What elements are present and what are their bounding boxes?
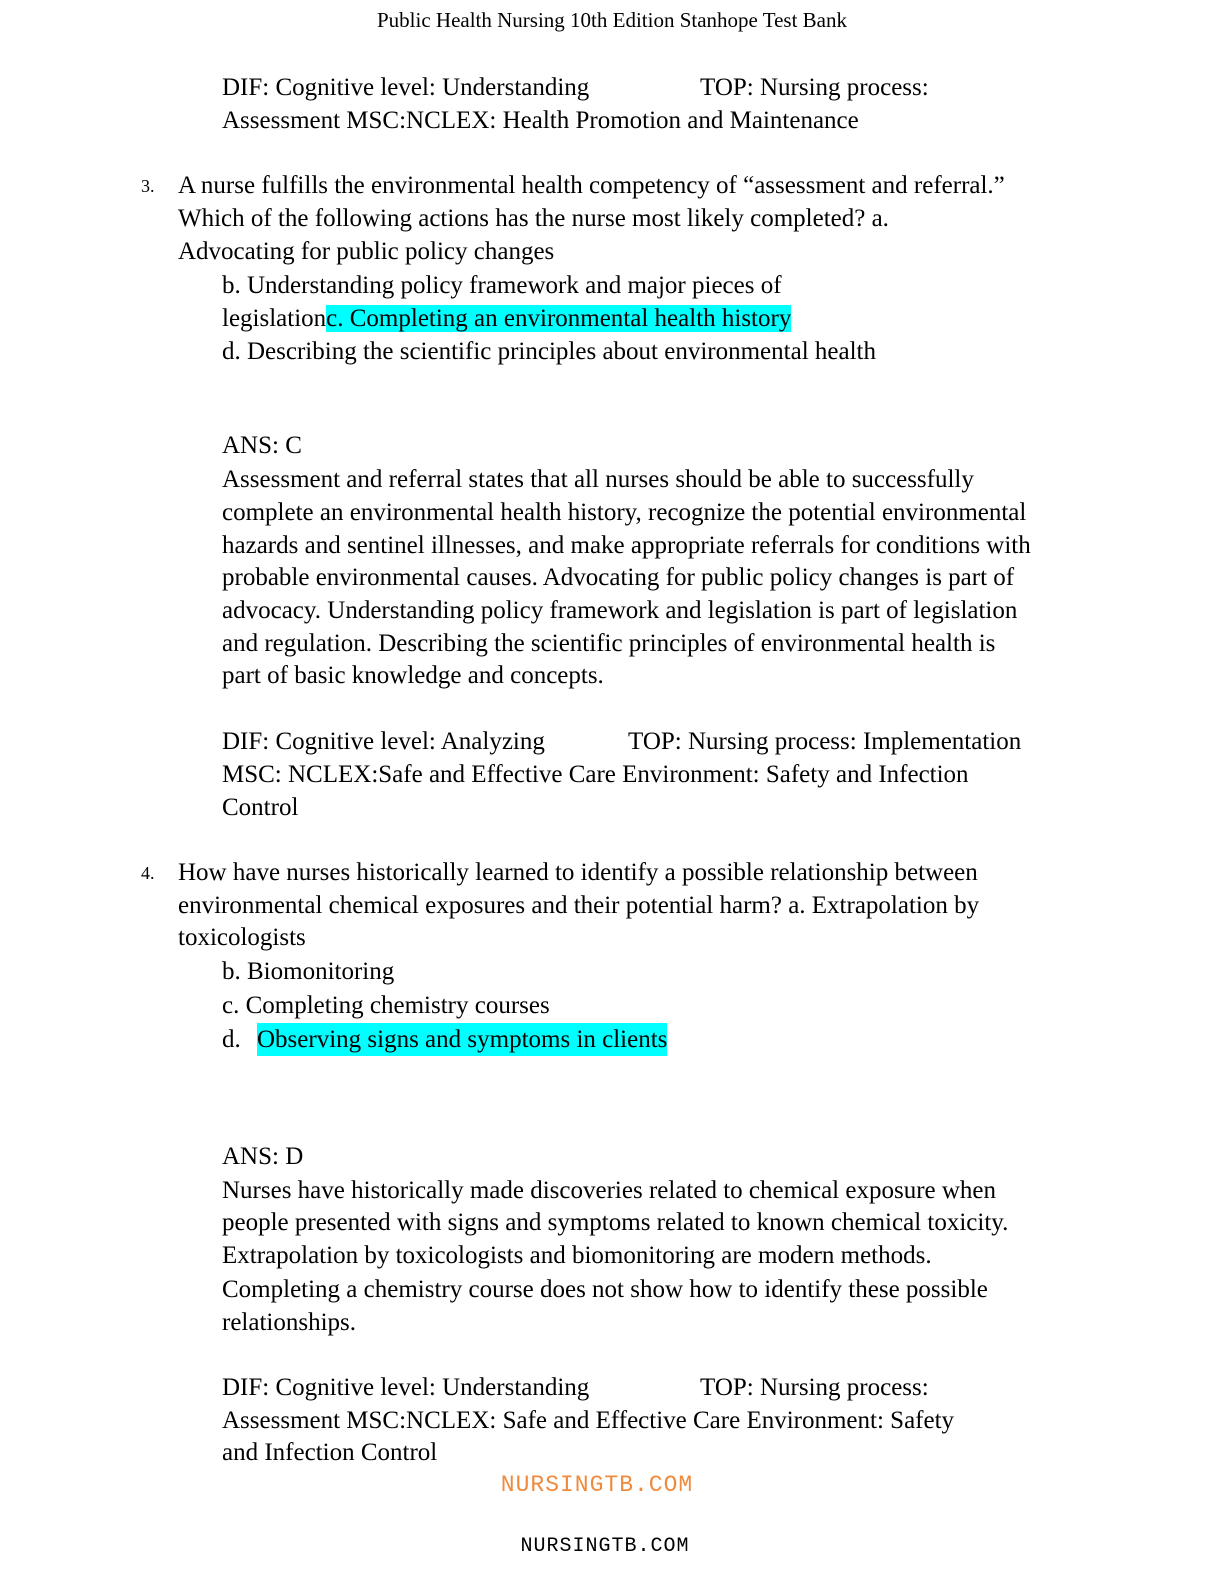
prev-dif: DIF: Cognitive level: Understanding (222, 74, 590, 101)
q3-rationale-line: part of basic knowledge and concepts. (222, 662, 604, 689)
q3-msc: Control (222, 794, 299, 821)
q3-rationale-line: hazards and sentinel illnesses, and make appropriate referrals for conditions with (222, 532, 1031, 559)
q3-rationale-line: probable environmental causes. Advocating for public policy changes is part of (222, 564, 1015, 591)
q3-option-b-cont (222, 302, 791, 335)
q4-stem-line: How have nurses historically learned to identify a possible relationship between (178, 859, 978, 886)
q3-option-d: d. Describing the scientific principles about environmental health (222, 338, 876, 365)
q4-rationale-line: Completing a chemistry course does not show how to identify these possible (222, 1276, 988, 1303)
q3-option-b: b. Understanding policy framework and major pieces of (222, 272, 782, 299)
q4-option-b: b. Biomonitoring (222, 958, 395, 985)
q4-option-d-letter: d. (222, 1026, 241, 1053)
q3-rationale-line: Assessment and referral states that all nurses should be able to successfully (222, 466, 974, 493)
footer-watermark: NURSINGTB.COM (520, 1535, 690, 1558)
q3-number: 3. (141, 176, 155, 196)
q4-rationale-line: Extrapolation by toxicologists and biomonitoring are modern methods. (222, 1242, 932, 1269)
q3-option-b-word: legislation (222, 305, 327, 332)
q3-msc: MSC: NCLEX:Safe and Effective Care Environment: Safety and Infection (222, 761, 969, 788)
q3-top: TOP: Nursing process: Implementation (628, 728, 1022, 755)
q4-stem-line: toxicologists (178, 924, 306, 951)
q4-rationale-line: people presented with signs and symptoms related to known chemical toxicity. (222, 1209, 1009, 1236)
q4-msc: and Infection Control (222, 1439, 438, 1466)
q3-answer: ANS: C (222, 432, 302, 459)
q3-rationale-line: advocacy. Understanding policy framework and legislation is part of legislation (222, 597, 1018, 624)
q4-stem-line: environmental chemical exposures and their potential harm? a. Extrapolation by (178, 892, 980, 919)
q4-dif: DIF: Cognitive level: Understanding (222, 1374, 590, 1401)
q4-top: TOP: Nursing process: (700, 1374, 929, 1401)
q4-number: 4. (141, 863, 155, 883)
q3-stem-line: A nurse fulfills the environmental health competency of “assessment and referral.” (178, 172, 1005, 199)
q4-msc: Assessment MSC:NCLEX: Safe and Effective Care Environment: Safety (222, 1407, 955, 1434)
q4-option-c: c. Completing chemistry courses (222, 992, 550, 1019)
q3-dif: DIF: Cognitive level: Analyzing (222, 728, 545, 755)
q4-rationale-line: relationships. (222, 1309, 357, 1336)
q4-option-d-highlighted: Observing signs and symptoms in clients (257, 1023, 667, 1056)
q3-stem-line: Which of the following actions has the nurse most likely completed? a. (178, 205, 889, 232)
q3-stem-line: Advocating for public policy changes (178, 238, 555, 265)
q3-rationale-line: and regulation. Describing the scientific principles of environmental health is (222, 630, 996, 657)
q3-option-c-highlighted: c. Completing an environmental health history (326, 305, 792, 332)
prev-msc: Assessment MSC:NCLEX: Health Promotion and Maintenance (222, 107, 859, 134)
prev-top: TOP: Nursing process: (700, 74, 929, 101)
q4-rationale-line: Nurses have historically made discoveries related to chemical exposure when (222, 1177, 997, 1204)
q4-answer: ANS: D (222, 1143, 304, 1170)
page-header: Public Health Nursing 10th Edition Stanhope Test Bank (376, 8, 848, 32)
watermark-orange: NURSINGTB.COM (500, 1472, 694, 1498)
q3-rationale-line: complete an environmental health history, recognize the potential environmental (222, 499, 1027, 526)
